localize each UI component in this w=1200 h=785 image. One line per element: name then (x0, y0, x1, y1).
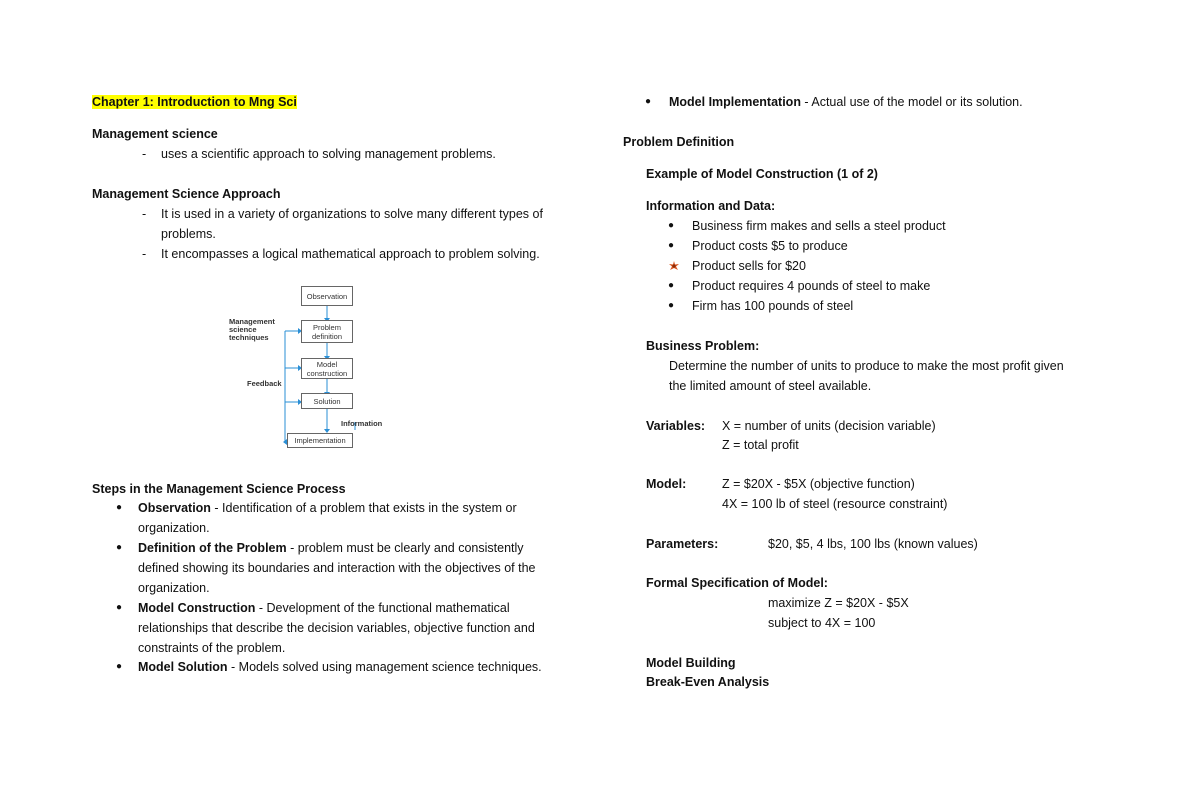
formal-objective: maximize Z = $20X - $5X (768, 596, 909, 610)
business-line: Determine the number of units to produce to make the most profit given (669, 359, 1064, 373)
model-objective: Z = $20X - $5X (objective function) (722, 477, 915, 491)
ms-process-diagram (215, 282, 385, 452)
formal-heading: Formal Specification of Model: (646, 576, 828, 590)
model-constraint: 4X = 100 lb of steel (resource constraint) (722, 497, 948, 511)
bullet-icon: ● (668, 240, 675, 251)
business-heading: Business Problem: (646, 339, 760, 353)
ms-item: uses a scientific approach to solving management problems. (161, 147, 496, 161)
dash-bullet: - (142, 147, 147, 161)
ms-heading: Management science (92, 127, 218, 141)
approach-item-cont: problems. (161, 227, 216, 241)
bullet-icon: ● (668, 220, 675, 231)
model-label: Model: (646, 477, 687, 491)
solution-box: Solution (301, 393, 353, 409)
techniques-label: Management science techniques (229, 317, 275, 342)
info-item: Firm has 100 pounds of steel (692, 299, 854, 313)
bullet-icon: ● (116, 502, 123, 513)
bullet-icon: ● (645, 96, 652, 107)
dash-bullet: - (142, 247, 147, 261)
break-even-heading: Break-Even Analysis (646, 675, 770, 689)
problem-definition-heading: Problem Definition (623, 135, 735, 149)
feedback-label: Feedback (247, 379, 282, 388)
variable-x: X = number of units (decision variable) (722, 419, 936, 433)
step-construction: Model Construction - Development of the functional mathematical (138, 601, 510, 615)
step-observation: Observation - Identification of a problem that exists in the system or (138, 501, 517, 515)
step-definition-cont: organization. (138, 581, 210, 595)
problem-definition-box: Problem definition (301, 320, 353, 343)
step-construction-cont: constraints of the problem. (138, 641, 286, 655)
bullet-icon: ● (116, 602, 123, 613)
variable-z: Z = total profit (722, 438, 799, 452)
info-item: Product sells for $20 (692, 259, 806, 273)
formal-constraint: subject to 4X = 100 (768, 616, 876, 630)
approach-heading: Management Science Approach (92, 187, 281, 201)
parameters-values: $20, $5, 4 lbs, 100 lbs (known values) (768, 537, 978, 551)
implementation-box: Implementation (287, 433, 353, 448)
bullet-icon: ● (116, 661, 123, 672)
bullet-icon: ● (668, 280, 675, 291)
example-heading: Example of Model Construction (1 of 2) (646, 167, 878, 181)
approach-item: It encompasses a logical mathematical approach to problem solving. (161, 247, 540, 261)
chapter-title: Chapter 1: Introduction to Mng Sci (92, 95, 297, 109)
info-item: Business firm makes and sells a steel product (692, 219, 946, 233)
info-item: Product costs $5 to produce (692, 239, 848, 253)
step-definition-cont: defined showing its boundaries and interaction with the objectives of the (138, 561, 536, 575)
step-implementation: Model Implementation - Actual use of the model or its solution. (669, 95, 1023, 109)
step-solution: Model Solution - Models solved using management science techniques. (138, 660, 542, 674)
model-building-heading: Model Building (646, 656, 736, 670)
business-line: the limited amount of steel available. (669, 379, 872, 393)
approach-item: It is used in a variety of organizations to solve many different types of (161, 207, 543, 221)
bullet-icon: ● (116, 542, 123, 553)
dash-bullet: - (142, 207, 147, 221)
variables-label: Variables: (646, 419, 706, 433)
step-construction-cont: relationships that describe the decision variables, objective function and (138, 621, 535, 635)
info-item: Product requires 4 pounds of steel to make (692, 279, 931, 293)
starburst-icon (669, 261, 679, 271)
model-construction-box: Model construction (301, 358, 353, 379)
information-label: Information (341, 419, 383, 428)
parameters-label: Parameters: (646, 537, 719, 551)
steps-heading: Steps in the Management Science Process (92, 482, 346, 496)
observation-box: Observation (301, 286, 353, 306)
step-definition: Definition of the Problem - problem must be clearly and consistently (138, 541, 524, 555)
info-heading: Information and Data: (646, 199, 776, 213)
bullet-icon: ● (668, 300, 675, 311)
step-observation-cont: organization. (138, 521, 210, 535)
